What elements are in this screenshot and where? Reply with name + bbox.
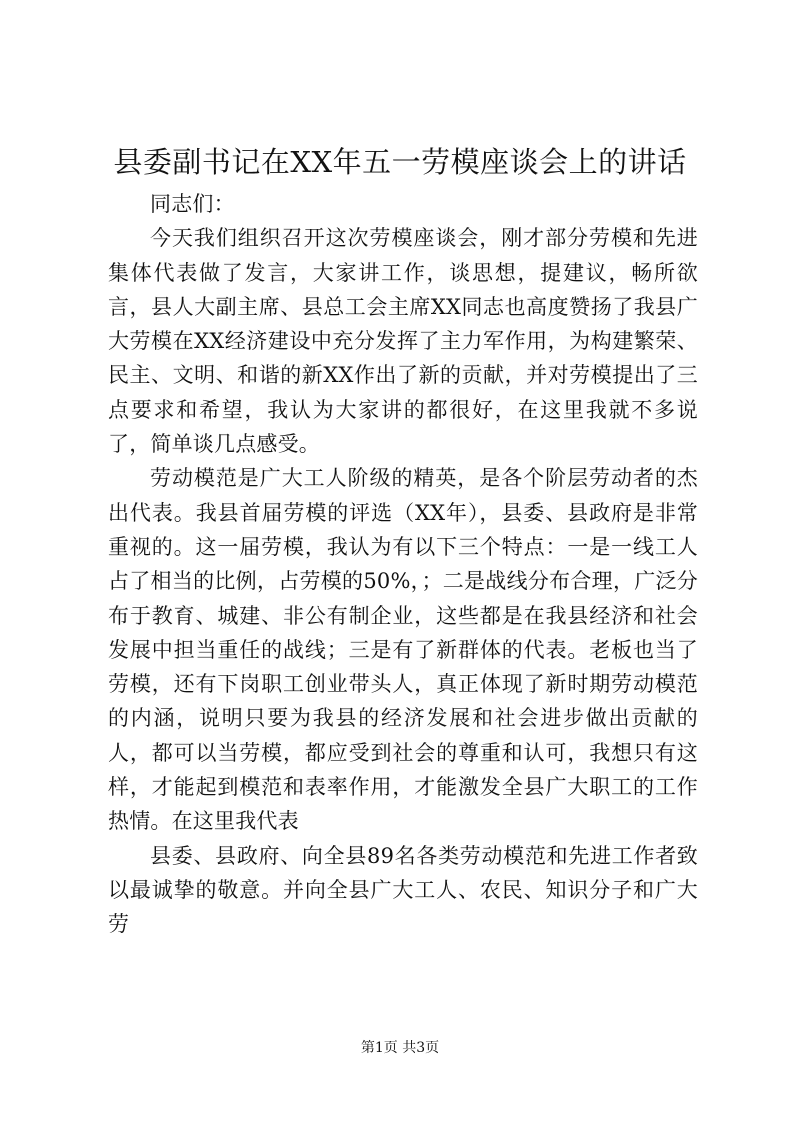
document-body	[108, 187, 698, 942]
body-paragraph: 今天我们组织召开这次劳模座谈会，刚才部分劳模和先进集体代表做了发言，大家讲工作，谈思想，提建议，畅所欲言，县人大副主席、县总工会主席XX同志也高度赞扬了我县广大劳模在XX经济建设中充分发挥了主力军作用，为构建繁荣、民主、文明、和谐的新XX作出了新的贡献，并对劳模提出了三点要求和希望，我认为大家讲的都很好，在这里我就不多说了，简单谈几点感受。	[108, 226, 698, 457]
page-footer: 第1页 共3页	[360, 1040, 440, 1056]
body-paragraph: 县委、县政府、向全县89名各类劳动模范和先进工作者致以最诚挚的敬意。并向全县广大工人、农民、知识分子和广大劳	[108, 843, 698, 937]
body-paragraph: 劳动模范是广大工人阶级的精英，是各个阶层劳动者的杰出代表。我县首届劳模的评选（XX年），县委、县政府是非常重视的。这一届劳模，我认为有以下三个特点：一是一线工人占了相当的比例，占劳模的50%，；二是战线分布合理，广泛分布于教育、城建、非公有制企业，这些都是在我县经济和社会发展中担当重任的战线；三是有了新群体的代表。老板也当了劳模，还有下岗职工创业带头人，真正体现了新时期劳动模范的内涵，说明只要为我县的经济发展和社会进步做出贡献的人，都可以当劳模，都应受到社会的尊重和认可，我想只有这样，才能起到模范和表率作用，才能激发全县广大职工的工作热情。在这里我代表	[108, 466, 698, 834]
salutation-paragraph: 同志们：	[150, 192, 235, 216]
document-title: 县委副书记在XX年五一劳模座谈会上的讲话	[113, 145, 687, 179]
